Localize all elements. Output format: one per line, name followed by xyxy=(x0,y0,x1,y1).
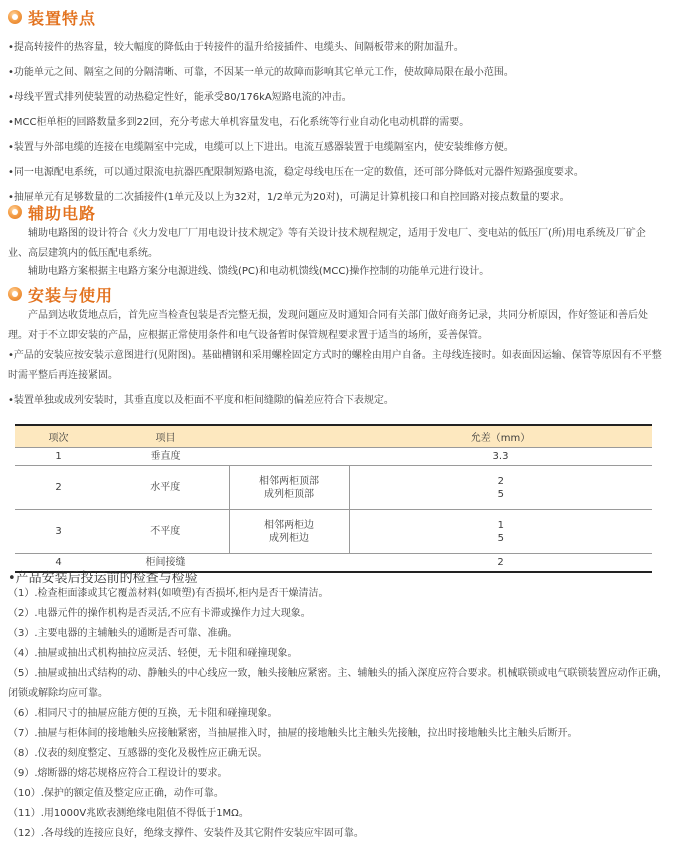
list-item: （12）.各母线的连接应良好，绝缘支撑件、安装件及其它附件安装应牢固可靠。 xyxy=(8,828,364,839)
check-list xyxy=(8,584,668,844)
section-title: 辅助电路 xyxy=(28,203,97,223)
install-paragraph-3: •装置单独或成列安装时，其垂直度以及柜面不平度和柜间缝隙的偏差应符合下表规定。 xyxy=(8,395,394,406)
orange-circle-bullet-icon xyxy=(8,205,22,219)
section-title: 装置特点 xyxy=(28,8,97,28)
cell-item: 垂直度 xyxy=(102,448,229,466)
orange-circle-bullet-icon xyxy=(8,287,22,301)
list-item: •母线平置式排列使装置的动热稳定性好，能承受80/176kA短路电流的冲击。 xyxy=(8,92,352,103)
features-list xyxy=(8,38,668,208)
list-item: •MCC柜单柜的回路数量多到22回，充分考虑大单机容量发电，石化系统等行业自动化电动机群的需要。 xyxy=(8,117,470,128)
section-heading-aux-circuit xyxy=(8,201,96,223)
list-item: （5）.抽屉或抽出式结构的动、静触头的中心线应一致，触头接触应紧密。主、辅触头的插入深度应符合要求。机械联锁或电气联锁装置应动作正确，闭锁或解除均应可靠。 xyxy=(8,668,668,699)
cell-item: 柜间接缝 xyxy=(102,554,229,572)
cell-item: 不平度 xyxy=(102,510,229,554)
table-row xyxy=(15,448,652,466)
check-heading: •产品安装后投运前的检查与检验 xyxy=(8,571,198,586)
list-item: （11）.用1000V兆欧表测绝缘电阻值不得低于1MΩ。 xyxy=(8,808,249,819)
column-header: 项目 xyxy=(102,425,229,448)
cell-sub xyxy=(229,448,349,466)
cell-sub: 相邻两柜边 成列柜边 xyxy=(229,510,349,554)
cell-item: 水平度 xyxy=(102,466,229,510)
list-item: （3）.主要电器的主辅触头的通断是否可靠、准确。 xyxy=(8,628,238,639)
column-header: 允差（mm） xyxy=(349,425,652,448)
list-item: •同一电源配电系统，可以通过限流电抗器匹配限制短路电流，稳定母线电压在一定的数值，还可部分降低对元器件短路强度要求。 xyxy=(8,167,584,178)
list-item: （2）.电器元件的操作机构是否灵活,不应有卡滞或操作力过大现象。 xyxy=(8,608,311,619)
list-item: •装置与外部电缆的连接在电缆隔室中完成，电缆可以上下进出。电流互感器装置于电缆隔室内，使安装维修方便。 xyxy=(8,142,514,153)
cell-val: 3.3 xyxy=(349,448,652,466)
list-item: （8）.仪表的刻度整定、互感器的变化及极性应正确无误。 xyxy=(8,748,268,759)
column-header xyxy=(229,425,349,448)
install-paragraph-1: 产品到达收货地点后，首先应当检查包装是否完整无损，发现问题应及时通知合同有关部门做好商务记录，共同分析原因，作好签证和善后处理。对于不立即安装的产品，应根据正常使用条件和电气设备暂时保管规程要求置于适当的场所，妥善保管。 xyxy=(8,310,648,341)
table-header-row xyxy=(15,425,652,448)
cell-no: 3 xyxy=(15,510,102,554)
list-item: （10）.保护的额定值及整定应正确，动作可靠。 xyxy=(8,788,224,799)
table-row xyxy=(15,466,652,510)
section-title: 安装与使用 xyxy=(28,285,114,305)
tolerance-table xyxy=(15,424,652,573)
list-item: （9）.熔断器的熔芯规格应符合工程设计的要求。 xyxy=(8,768,228,779)
cell-sub xyxy=(229,554,349,572)
cell-no: 4 xyxy=(15,554,102,572)
cell-val: 2 5 xyxy=(349,466,652,510)
column-header: 项次 xyxy=(15,425,102,448)
section-heading-install xyxy=(8,283,113,305)
cell-val: 2 xyxy=(349,554,652,572)
aux-circuit-paragraph-1: 辅助电路图的设计符合《火力发电厂厂用电设计技术规定》等有关设计技术规程规定，适用于发电厂、变电站的低压厂(所)用电系统及厂矿企业、高层建筑内的低压配电系统。 xyxy=(8,228,646,259)
cell-no: 1 xyxy=(15,448,102,466)
list-item: •功能单元之间、隔室之间的分隔清晰、可靠，不因某一单元的故障而影响其它单元工作，使故障局限在最小范围。 xyxy=(8,67,514,78)
install-paragraph-2: •产品的安装应按安装示意图进行(见附图)。基础槽钢和采用螺栓固定方式时的螺栓由用户自备。主母线连接时。如表面因运输、保管等原因有不平整时需平整后再连接紧固。 xyxy=(8,350,662,381)
table-row xyxy=(15,510,652,554)
list-item: •抽屉单元有足够数量的二次插接件(1单元及以上为32对，1/2单元为20对)，可满足计算机接口和自控回路对接点数量的要求。 xyxy=(8,192,570,203)
list-item: （7）.抽屉与柜体间的接地触头应接触紧密，当抽屉推入时，抽屉的接地触头比主触头先接触，拉出时接地触头比主触头后断开。 xyxy=(8,728,578,739)
aux-circuit-paragraph-2: 辅助电路方案根据主电路方案分电源进线、馈线(PC)和电动机馈线(MCC)操作控制的功能单元进行设计。 xyxy=(28,266,490,277)
list-item: （4）.抽屉或抽出式机构抽拉应灵活、轻便，无卡阻和碰撞现象。 xyxy=(8,648,298,659)
cell-val: 1 5 xyxy=(349,510,652,554)
section-heading-features xyxy=(8,6,96,28)
cell-sub: 相邻两柜顶部 成列柜顶部 xyxy=(229,466,349,510)
list-item: （6）.相同尺寸的抽屉应能方便的互换，无卡阻和碰撞现象。 xyxy=(8,708,278,719)
orange-circle-bullet-icon xyxy=(8,10,22,24)
list-item: （1）.检查柜面漆或其它覆盖材料(如喷塑)有否损坏,柜内是否干燥清洁。 xyxy=(8,588,329,599)
cell-no: 2 xyxy=(15,466,102,510)
list-item: •提高转接件的热容量，较大幅度的降低由于转接件的温升给接插件、电缆头、间隔板带来的附加温升。 xyxy=(8,42,464,53)
